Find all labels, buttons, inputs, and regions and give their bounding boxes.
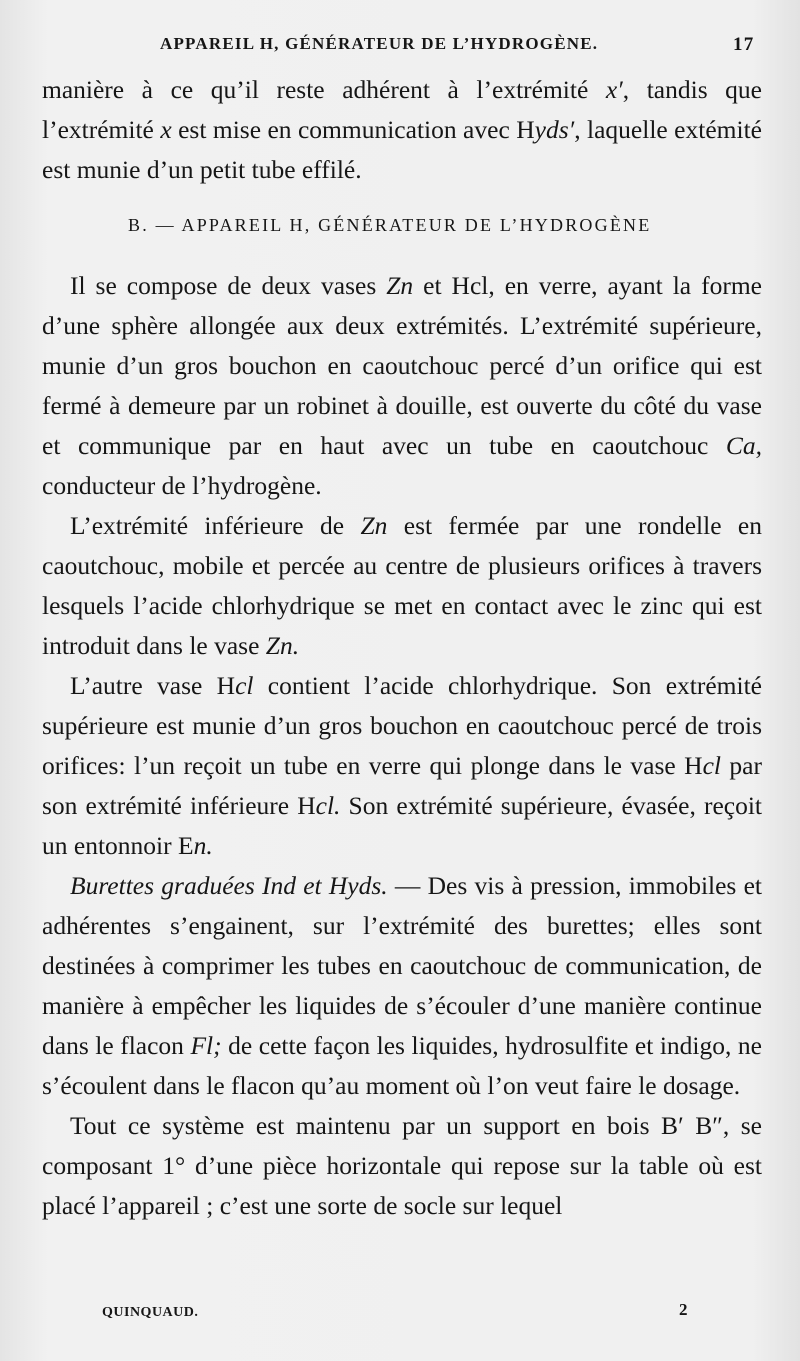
text-run: Son extrémité supérieure, évasée, reçoit un entonnoir E — [42, 791, 763, 860]
italic-run: n. — [193, 831, 213, 860]
italic-run: Zn — [360, 511, 388, 540]
paragraph-lower-end — [42, 506, 762, 666]
paragraph-burettes — [42, 866, 762, 1106]
text-run: , tandis que l’extrémité — [42, 75, 763, 144]
italic-run: yds′ — [534, 115, 575, 144]
text-run: et Hcl, en verre, ayant la forme d’une sphère allongée aux deux extrémités. L’extrémité supérieure, munie d’un gros bouchon en caoutchouc percé d’un orifice qui est fermé à demeure par un robinet à douille, est ouverte du côté du vase et communique par en haut avec un tube en caoutchouc — [42, 271, 762, 460]
paragraph-continuation — [42, 70, 762, 190]
italic-run: x′ — [605, 75, 623, 104]
italic-run: x — [160, 115, 172, 144]
signature-mark: 2 — [679, 1300, 688, 1319]
text-run: L’autre vase H — [70, 671, 236, 700]
italic-run: Zn — [386, 271, 414, 300]
italic-run: Burettes graduées Ind et Hyds. — [70, 871, 388, 900]
text-run: de cette façon les liquides, hydrosulfite et indigo, ne s’écoulent dans le flacon qu’au moment où l’on veut faire le dosage. — [42, 1031, 763, 1100]
page-number: 17 — [733, 34, 755, 55]
text-run: conducteur de l’hydrogène. — [42, 471, 322, 500]
text-run: , laquelle extémité est munie d’un petit tube effilé. — [42, 115, 762, 184]
text-run: Il se compose de deux vases — [70, 271, 387, 300]
italic-run: Zn. — [265, 631, 300, 660]
text-run: est fermée par une rondelle en caoutchouc, mobile et percée au centre de plusieurs orifices à travers lesquels l’acide chlorhydrique se met en contact avec le zinc qui est introduit dans le vase — [42, 511, 763, 660]
running-title: APPAREIL H, GÉNÉRATEUR DE L’HYDROGÈNE. — [160, 34, 599, 53]
text-run: — Des vis à pression, immobiles et adhérentes s’engainent, sur l’extrémité des burettes; elles sont destinées à comprimer les tubes en caoutchouc de communication, de manière à empêcher les liquides de s’écouler d’une manière continue dans le flacon — [42, 871, 762, 1060]
italic-run: Fl; — [190, 1031, 222, 1060]
italic-run: Ca, — [725, 431, 762, 460]
printer-signature: QUINQUAUD. — [102, 1305, 199, 1320]
text-run: L’extrémité inférieure de — [70, 511, 361, 540]
text-run: manière à ce qu’il reste adhérent à l’extrémité — [42, 75, 606, 104]
italic-run: cl — [702, 751, 721, 780]
running-head — [0, 34, 800, 58]
text-run: contient l’acide chlorhydrique. Son extrémité supérieure est munie d’un gros bouchon en caoutchouc percé de trois orifices: l’un reçoit un tube en verre qui plonge dans le vase H — [42, 671, 763, 780]
italic-run: cl. — [315, 791, 341, 820]
text-run: est mise en communication avec H — [171, 115, 535, 144]
paragraph-composition — [42, 266, 762, 506]
section-heading: B. — APPAREIL H, GÉNÉRATEUR DE L’HYDROGÈNE — [128, 215, 652, 235]
paragraph-support: Tout ce système est maintenu par un support en bois B′ B″, se composant 1° d’une pièce horizontale qui repose sur la table où est placé l’appareil ; c’est une sorte de socle sur lequel — [42, 1111, 762, 1220]
italic-run: cl — [235, 671, 254, 700]
text-run: par son extrémité inférieure H — [42, 751, 762, 820]
body-text — [42, 70, 762, 1226]
paragraph-other-vessel — [42, 666, 762, 866]
